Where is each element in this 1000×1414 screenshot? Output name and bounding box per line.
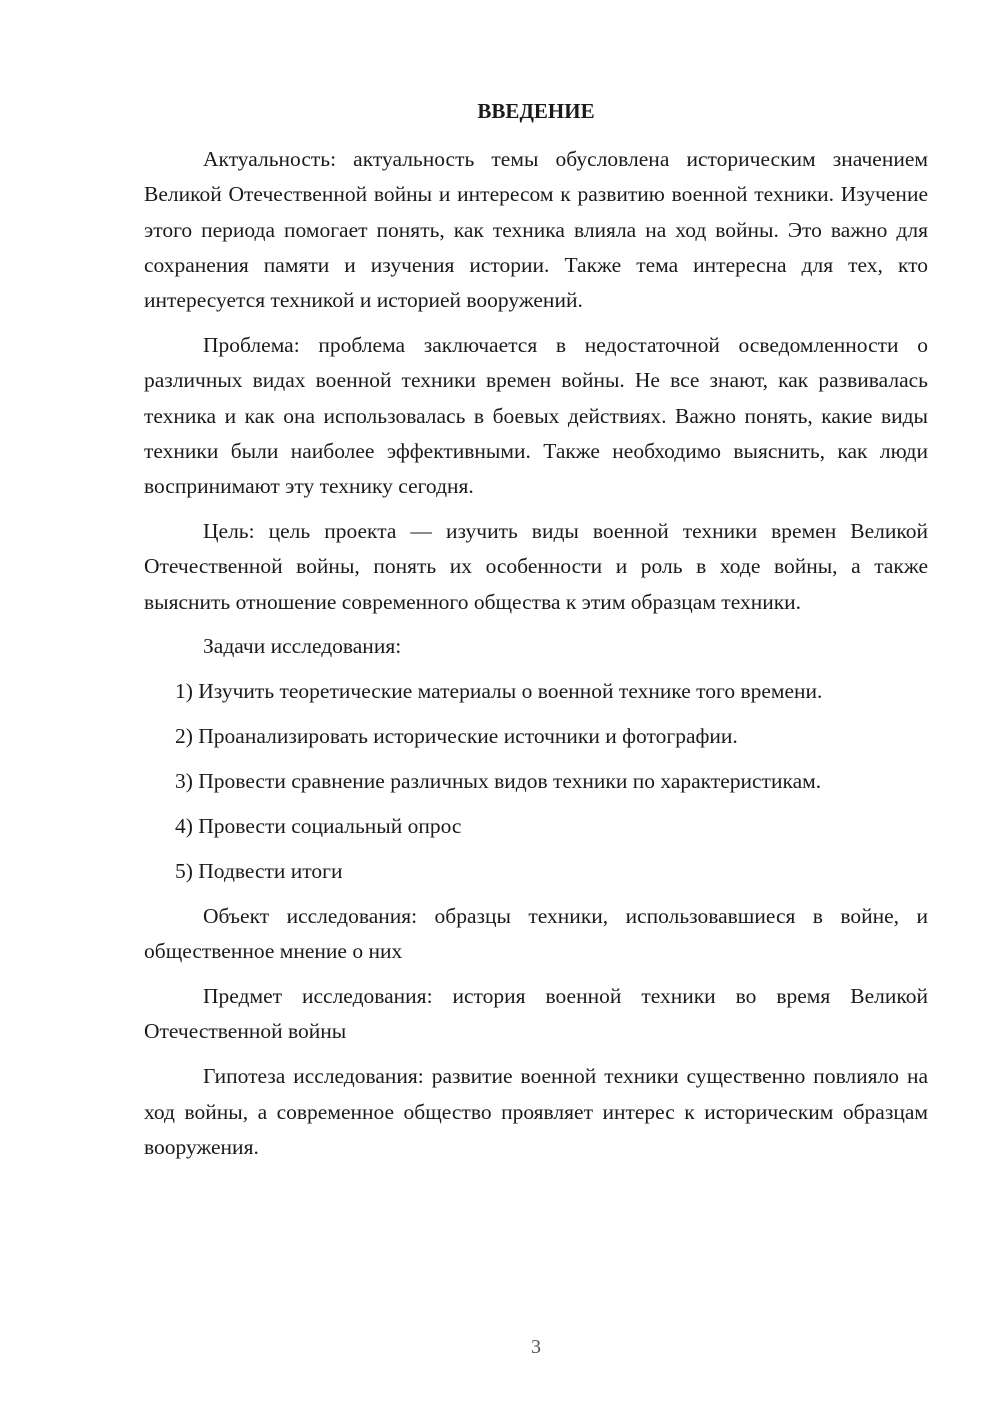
task-item-1: 1) Изучить теоретические материалы о военной технике того времени. [175,679,823,704]
document-body [144,142,928,1175]
paragraph-subject: Предмет исследования: история военной техники во время Великой Отечественной войны [144,984,928,1044]
page-title: ВВЕДЕНИЕ [477,99,595,123]
paragraph-hypothesis: Гипотеза исследования: развитие военной техники существенно повлияло на ход войны, а современное общество проявляет интерес к историческим образцам вооружения. [144,1064,928,1159]
page-number: 3 [531,1336,541,1358]
paragraph-goal: Цель: цель проекта — изучить виды военной техники времен Великой Отечественной войны, понять их особенности и роль в ходе войны, а также выяснить отношение современного общества к этим образцам техники. [144,518,928,614]
task-item-5: 5) Подвести итоги [175,859,343,884]
paragraph-relevance: Актуальность: актуальность темы обусловлена историческим значением Великой Отечественной войны и интересом к развитию военной техники. Изучение этого периода помогает понять, как техника влияла на ход войны. Это важно для сохранения памяти и изучения истории. Также тема интересна для тех, кто интересуется техникой и историей вооружений. [144,147,928,313]
paragraph-tasks-heading: Задачи исследования: [203,634,402,659]
paragraph-problem: Проблема: проблема заключается в недостаточной осведомленности о различных видах военной техники времен войны. Не все знают, как развивалась техника и как она использовалась в боевых действиях. Важно понять, какие виды техники были наиболее эффективными. Также необходимо выяснить, как люди воспринимают эту технику сегодня. [144,332,928,499]
task-item-4: 4) Провести социальный опрос [175,814,462,839]
task-item-2: 2) Проанализировать исторические источники и фотографии. [175,724,738,749]
paragraph-object: Объект исследования: образцы техники, использовавшиеся в войне, и общественное мнение о них [144,904,928,964]
task-item-3: 3) Провести сравнение различных видов техники по характеристикам. [175,769,822,794]
